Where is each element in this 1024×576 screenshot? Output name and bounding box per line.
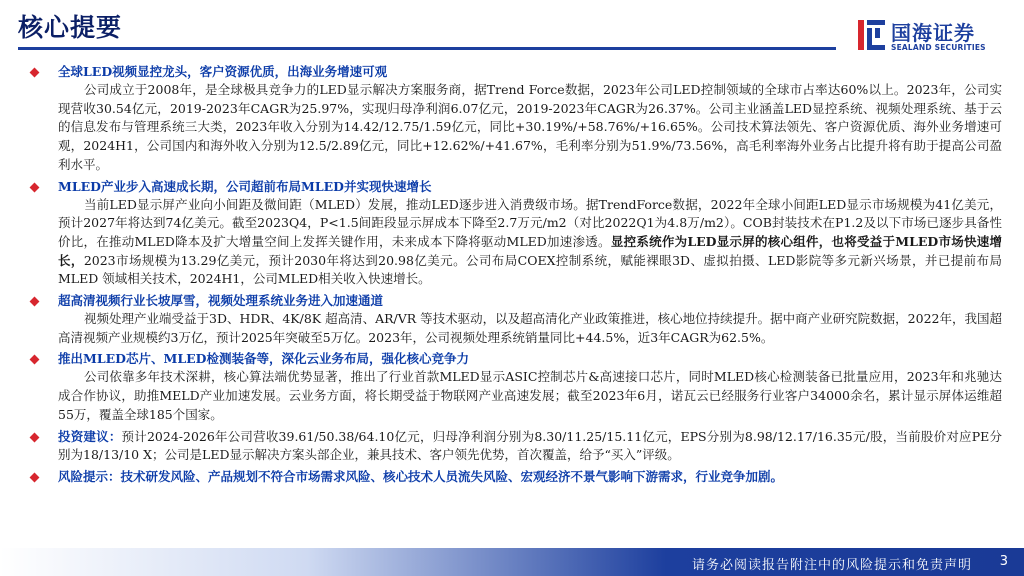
- section-body: 公司成立于2008年，是全球极具竞争力的LED显示解决方案服务商，据Trend Force数据，2023年公司LED控制领域的全球市占率达60%以上。2023年，公司实现营收30.54亿元，2019-2023年CAGR为25.97%，实现归母净利润6.07亿元，2019-2023年CAGR为26.37%。公司主业涵盖LED显控系统、视频处理系统、基于云的信息发布与管理系统三大类，2023年收入分别为14.42/12.75/1.59亿元，同比+30.19%/+58.76%/+16.65%。公司技术算法领先、客户资源优质、海外业务增速可观，2024H1，公司国内和海外收入分别为12.5/2.89亿元，同比+12.62%/+41.67%，毛利率分别为51.9%/73.56%，高毛利率海外业务占比提升将有助于提高公司盈利水平。: [58, 82, 1002, 172]
- section-body: [58, 196, 1002, 290]
- section-label: 投资建议：: [58, 428, 122, 444]
- section-risk-warning: [34, 468, 1002, 487]
- section-heading: MLED产业步入高速成长期，公司超前布局MLED并实现快速增长: [58, 178, 432, 194]
- section-body: 视频处理产业端受益于3D、HDR、4K/8K 超高清、AR/VR 等技术驱动，以及超高清化产业政策推进，核心地位持续提升。据中商产业研究院数据，2022年，我国超高清视频产业规模约3万亿，预计2025年突破至5万亿。2023年，公司视频处理系统销量同比+44.5%，近3年CAGR为62.5%。: [58, 311, 1002, 345]
- section-uhd-video: [34, 292, 1002, 347]
- bullet-diamond-icon: [30, 68, 40, 78]
- bullet-diamond-icon: [30, 182, 40, 192]
- section-mled-chip: [34, 350, 1002, 424]
- section-body: 公司依靠多年技术深耕，核心算法端优势显著，推出了行业首款MLED显示ASIC控制芯片&高速接口芯片，同时MLED核心检测装备已批量应用，2023年和兆驰达成合作协议，助推MELD产业加速发展。云业务方面，将长期受益于物联网产业高速发展；截至2023年6月，诺瓦云已经服务行业客户34000余名，累计显示屏体运维超55万，覆盖全球185个国家。: [58, 369, 1002, 422]
- section-global-led: [34, 63, 1002, 175]
- footer-disclaimer: 请务必阅读报告附注中的风险提示和免责声明: [691, 558, 972, 573]
- section-heading: 全球LED视频显控龙头，客户资源优质，出海业务增速可观: [58, 64, 388, 79]
- sealand-logo-icon: [857, 18, 887, 52]
- body-text: 2023市场规模为13.29亿美元，预计2030年将达到20.98亿美元。公司布局COEX控制系统，赋能裸眼3D、虚拟拍摄、LED影院等多元新兴场景，并已提前布局 MLED 领域相关技术，2024H1，公司MLED相关收入快速增长。: [58, 252, 1002, 287]
- logo-chinese-name: 国海证券: [891, 21, 975, 45]
- bullet-diamond-icon: [30, 297, 40, 307]
- section-heading: 超高清视频行业长坡厚雪，视频处理系统业务进入加速通道: [58, 293, 384, 309]
- section-investment-advice: [34, 428, 1002, 465]
- page-number: 3: [999, 554, 1008, 569]
- section-mled-growth: [34, 178, 1002, 290]
- section-label: 风险提示：: [58, 468, 121, 484]
- section-body: [58, 428, 1002, 465]
- bullet-diamond-icon: [30, 355, 40, 365]
- section-heading: 推出MLED芯片、MLED检测装备等，深化云业务布局，强化核心竞争力: [58, 351, 469, 367]
- logo-english-name: SEALAND SECURITIES: [891, 43, 986, 52]
- body-bold-text: 显控系统作为LED显示屏的核心组件，也将受益于MLED市场快速增长，: [58, 233, 1003, 268]
- title-divider: [18, 47, 836, 50]
- bullet-diamond-icon: [30, 473, 40, 483]
- content-area: [34, 63, 1002, 490]
- company-logo: [857, 16, 1007, 56]
- bullet-diamond-icon: [30, 432, 40, 442]
- body-text: 技术研发风险、产品规划不符合市场需求风险、核心技术人员流失风险、宏观经济不景气影响下游需求，行业竞争加剧。: [120, 468, 784, 484]
- section-body: [58, 468, 1002, 487]
- body-text: 预计2024-2026年公司营收39.61/50.38/64.10亿元，归母净利润分别为8.30/11.25/15.11亿元，EPS分别为8.98/12.17/16.35元/股，当前股价对应PE分别为18/13/10 X；公司是LED显示解决方案头部企业，兼具技术、客户领先优势，首次覆盖，给予“买入”评级。: [58, 428, 1002, 463]
- body-text: 当前LED显示屏产业向小间距及微间距（MLED）发展，推动LED逐步进入消费级市场。据TrendForce数据，2022年全球小间距LED显示市场规模为41亿美元，预计2027年将达到74亿美元。截至2023Q4，P<1.5间距段显示屏成本下降至2.7万元/m2（对比2022Q1为4.8万/m2）。COB封装技术在P1.2及以下市场已逐步具备性价比，在推动MLED降本及扩大增量空间上发挥关键作用，未来成本下降将驱动MLED加速渗透。: [58, 196, 1002, 249]
- page-title: 核心提要: [18, 13, 123, 42]
